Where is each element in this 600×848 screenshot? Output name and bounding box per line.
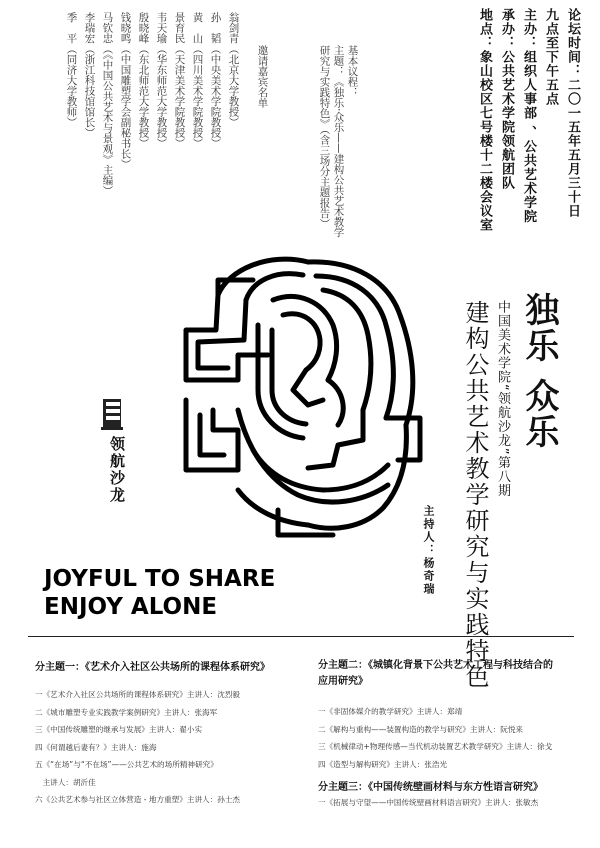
agenda-heading: 基本议程： bbox=[346, 45, 359, 98]
list-item: 四《造型与解构研究》主讲人：张浩光 bbox=[318, 759, 448, 769]
guest-item: 孙 韬（中央美术学院教授） bbox=[209, 12, 222, 149]
maze-face-graphic bbox=[158, 240, 458, 540]
guest-item: 季 平（同济大学教师） bbox=[65, 12, 78, 128]
guest-item: 韦天瑜（华东师范大学教授） bbox=[155, 12, 168, 149]
guest-item: 殷晓峰（东北师范大学教授） bbox=[137, 12, 150, 149]
list-item: 一《艺术介入社区公共场所的课程体系研究》主讲人：沈烈毅 bbox=[35, 690, 241, 699]
guest-item: 李瑞宏（浙江科技馆馆长） bbox=[83, 12, 96, 138]
guest-item: 景育民（天津美术学院教授） bbox=[173, 12, 186, 149]
topic-two-heading-line2: 应用研究》 bbox=[318, 676, 368, 687]
english-line1: JOYFUL TO SHARE bbox=[44, 566, 276, 592]
list-item: 六《公共艺术参与社区立体营造 - 地方重塑》主讲人：孙士杰 bbox=[35, 795, 241, 804]
list-item: 二《城市雕塑专业实践教学案例研究》主讲人：张海军 bbox=[35, 707, 218, 717]
list-item: 一《非固体媒介的教学研究》主讲人：郑靖 bbox=[318, 707, 463, 716]
list-item: 主讲人：胡沂佳 bbox=[35, 777, 96, 787]
book-stack-icon bbox=[100, 397, 126, 431]
list-item: 三《机械律动+物理传感—当代机动装置艺术教学研究》主讲人：徐戈 bbox=[318, 742, 553, 751]
guest-item: 钱晓鸣（中国雕塑学会副秘书长） bbox=[119, 12, 132, 170]
guests-heading: 邀请嘉宾名单 bbox=[256, 45, 269, 108]
list-item: 二《解构与重构——装置构造的教学与研究》主讲人：阮悦来 bbox=[318, 724, 524, 734]
series-label: 中国美术学院“领航沙龙”第八期 bbox=[495, 300, 510, 498]
subtitle: 建构公共艺术教学研究与实践特色 bbox=[461, 300, 489, 690]
agenda-theme-line1: 主题：《独乐·众乐——建构公共艺术教学 bbox=[332, 45, 345, 238]
topic-one-heading: 分主题一：《艺术介入社区公共场所的课程体系研究》 bbox=[35, 662, 270, 673]
event-organizer: 主办：组织人事部 、公共艺术学院 bbox=[521, 8, 536, 224]
logo-text: 领航沙龙 bbox=[108, 436, 126, 504]
english-line2: ENJOY ALONE bbox=[44, 594, 218, 620]
agenda-theme-line2: 研究与实践特色》（含三场分主题报告） bbox=[318, 45, 331, 229]
event-time: 论坛时间：二〇一五年五月三十日 bbox=[565, 8, 580, 218]
page-title: 独乐 众乐 bbox=[519, 292, 559, 450]
topic-two-heading bbox=[318, 658, 553, 690]
list-item: 三《中国传统雕塑的继承与发展》主讲人：翟小实 bbox=[35, 725, 203, 734]
list-item: 五《“在场”与“不在场”——公共艺术的场所精神研究》 bbox=[35, 760, 218, 769]
topic-one-list bbox=[35, 686, 240, 809]
topic-three-list bbox=[318, 794, 538, 812]
topic-three-heading: 分主题三：《中国传统壁画材料与东方性语言研究》 bbox=[318, 782, 543, 793]
divider bbox=[28, 636, 574, 637]
topic-two-list bbox=[318, 703, 552, 773]
guest-item: 黄 山（四川美术学院教授） bbox=[191, 12, 204, 149]
event-hours: 九点至下午五点 bbox=[543, 8, 558, 106]
guest-item: 马钦忠（《中国公共艺术与景观》主编） bbox=[101, 12, 114, 196]
topic-two-heading-line1: 分主题二：《城镇化背景下公共艺术工程与科技结合的 bbox=[318, 660, 553, 671]
guest-item: 翁剑青（北京大学教授） bbox=[227, 12, 240, 128]
host-label: 主持人：杨奇瑞 bbox=[422, 505, 435, 596]
list-item: 一《拓展与守望——中国传统壁画材料语言研究》主讲人：张敏杰 bbox=[318, 798, 539, 807]
event-venue: 地点：象山校区七号楼十二楼会议室 bbox=[477, 8, 492, 232]
list-item: 四《何谓越后妻有？》主讲人：施海 bbox=[35, 742, 157, 752]
event-undertaker: 承办：公共艺术学院领航团队 bbox=[499, 8, 514, 190]
